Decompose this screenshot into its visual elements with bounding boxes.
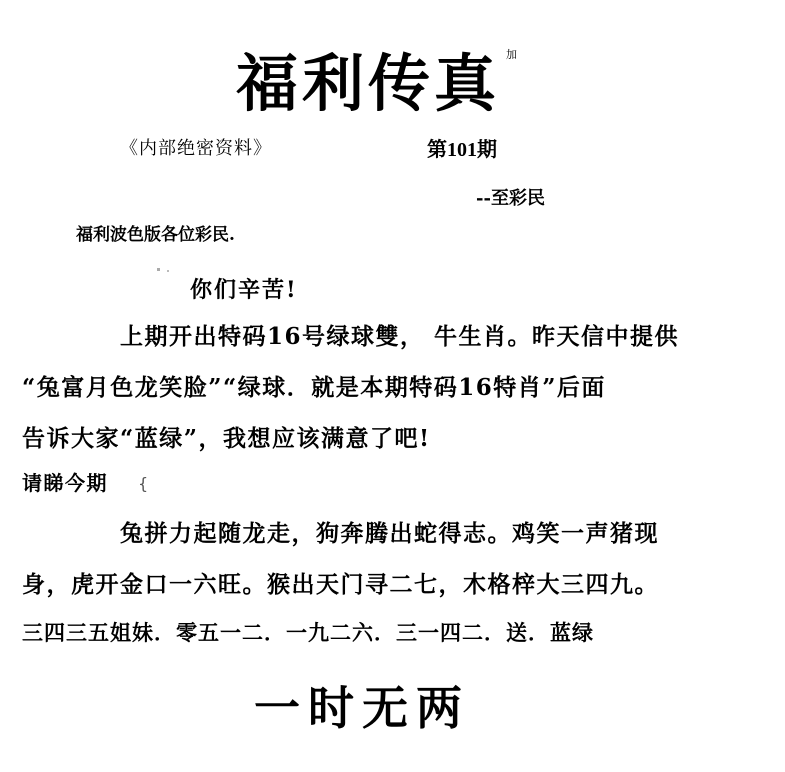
greeting: 福利波色版各位彩民. (76, 225, 235, 245)
title-mark: 加 (506, 48, 517, 61)
speck (167, 270, 169, 272)
speck (157, 268, 160, 271)
letter-line-7: 三四三五姐妹．零五一二．一九二六．三一四二．送．蓝绿 (22, 620, 594, 645)
letter-line-2: “兔富月色龙笑脸”“绿球．就是本期特码16特肖”后面 (22, 374, 606, 401)
letter-line-5: 兔拼力起随龙走，狗奔腾出蛇得志。鸡笑一声猪现 (120, 520, 659, 547)
letter-line-4: 请睇今期 (22, 471, 108, 495)
letter-line-1: 上期开出特码16号绿球雙， 牛生肖。昨天信中提供 (120, 323, 680, 350)
page-title: 福利传真 (236, 47, 501, 120)
footer-slogan: 一时无两 (254, 681, 470, 735)
signature: --至彩民 (476, 188, 545, 209)
salute: 你们辛苦! (190, 277, 298, 303)
letter-line-3: 告诉大家“蓝绿”，我想应该满意了吧! (22, 425, 431, 452)
issue-number: 第101期 (427, 139, 497, 161)
letter-line-6: 身，虎开金口一六旺。猴出天门寻二七，木格梓大三四九。 (22, 571, 659, 598)
subtitle: 《内部绝密资料》 (120, 138, 272, 159)
line-4-mark: { (138, 474, 149, 493)
